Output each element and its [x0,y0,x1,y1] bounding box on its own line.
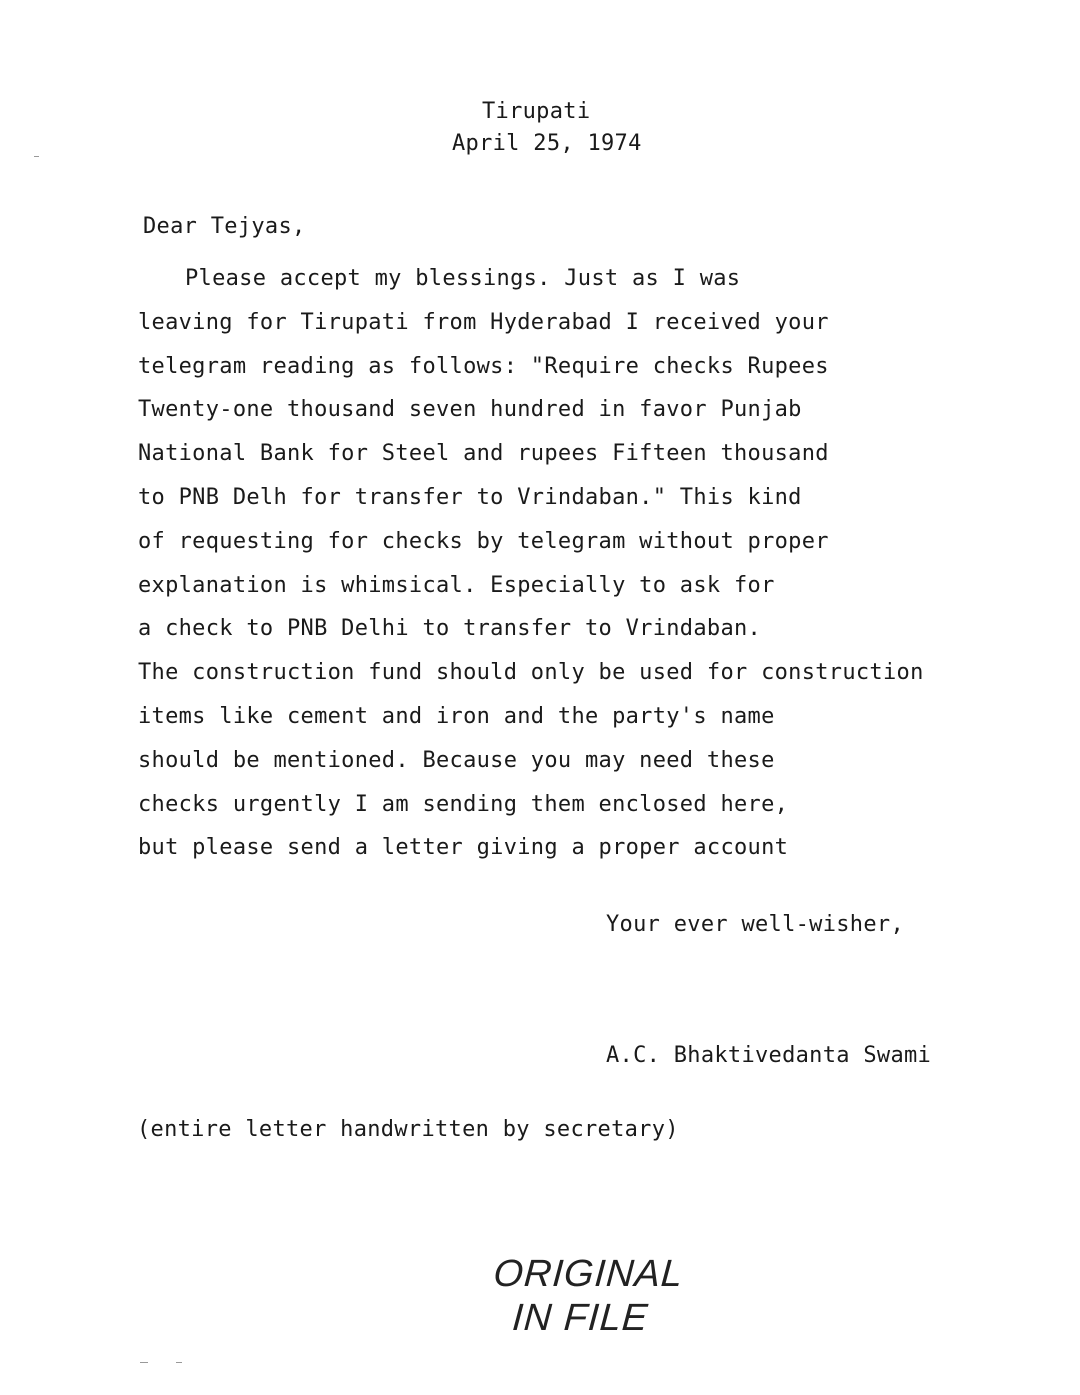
body-line: Twenty-one thousand seven hundred in favor Punjab [138,397,802,423]
body-line: National Bank for Steel and rupees Fifteen thousand [138,441,829,467]
signature: A.C. Bhaktivedanta Swami [606,1043,932,1068]
salutation: Dear Tejyas, [143,214,306,239]
letter-body [138,257,924,870]
stamp-line-2: IN FILE [510,1297,650,1339]
closing: Your ever well-wisher, [606,912,904,937]
scan-speck [140,1362,148,1363]
body-line: The construction fund should only be used for construction [138,660,924,686]
body-line: Please accept my blessings. Just as I was [185,266,741,291]
letter-date: April 25, 1974 [452,131,642,156]
letter-header [452,96,642,160]
scan-speck [176,1362,182,1363]
body-line: telegram reading as follows: "Require checks Rupees [138,353,829,379]
body-line: a check to PNB Delhi to transfer to Vrindaban. [138,616,762,642]
body-line: leaving for Tirupati from Hyderabad I received your [138,309,829,335]
secretary-note: (entire letter handwritten by secretary) [137,1117,679,1142]
body-line: checks urgently I am sending them enclosed here, [138,791,789,817]
original-in-file-stamp [489,1252,685,1340]
body-line: items like cement and iron and the party's name [138,703,775,729]
stamp-line-1: ORIGINAL [492,1253,685,1295]
letter-place: Tirupati [482,99,591,124]
body-line: but please send a letter giving a proper account [138,835,789,861]
body-line: should be mentioned. Because you may need these [138,747,775,773]
scan-speck [34,156,39,157]
body-line: of requesting for checks by telegram without proper [138,528,829,554]
body-line: to PNB Delh for transfer to Vrindaban." This kind [138,484,802,510]
body-line: explanation is whimsical. Especially to ask for [138,572,775,598]
